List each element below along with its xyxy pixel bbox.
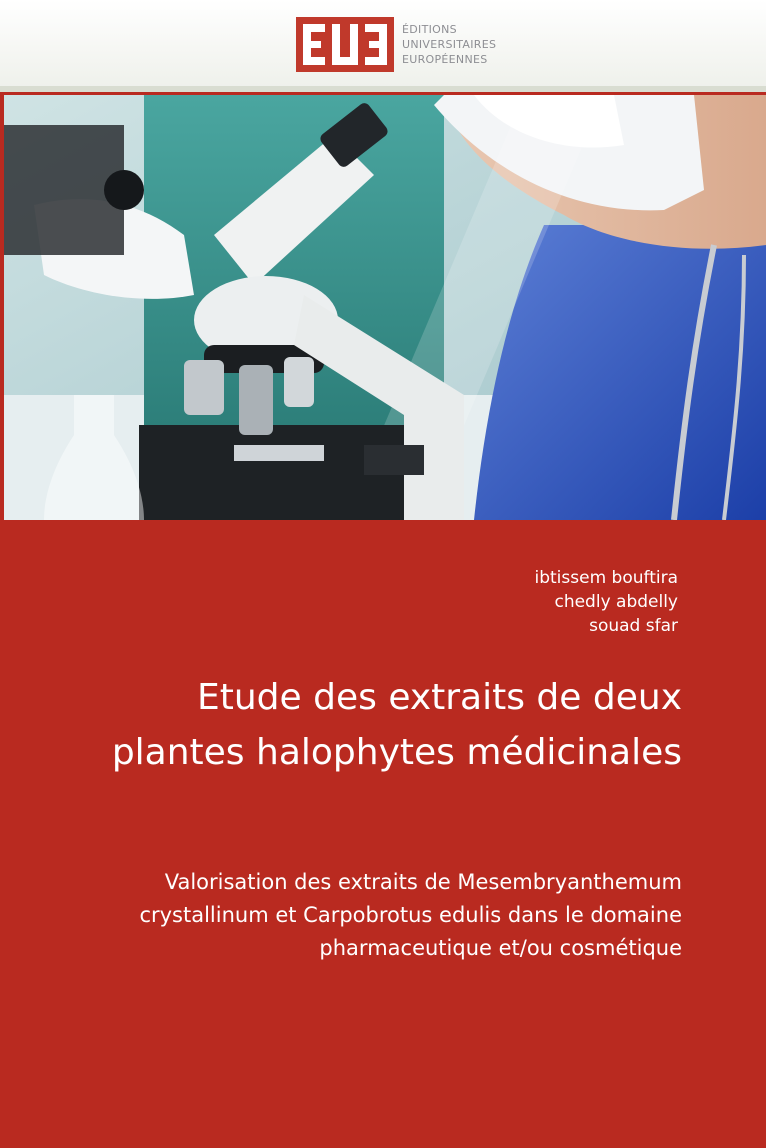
publisher-name — [402, 22, 496, 67]
author-2: chedly abdelly — [554, 592, 678, 612]
publisher-header — [0, 0, 766, 92]
publisher-line-1: ÉDITIONS — [402, 23, 457, 36]
microscope-lab-photo — [4, 95, 766, 520]
publisher-line-3: EUROPÉENNES — [402, 53, 488, 66]
book-title: Etude des extraits de deux plantes halophytes médicinales — [111, 677, 682, 773]
book-subtitle: Valorisation des extraits de Mesembryanthemum crystallinum et Carpobrotus edulis dans le domaine pharmaceutique et/ou cosmétique — [139, 870, 682, 960]
author-list — [535, 566, 679, 638]
publisher-line-2: UNIVERSITAIRES — [402, 38, 497, 51]
author-3: souad sfar — [589, 616, 678, 636]
author-1: ibtissem bouftira — [534, 568, 678, 588]
eue-logo — [296, 17, 394, 72]
cover-photo — [4, 95, 766, 520]
header-divider — [0, 86, 766, 92]
